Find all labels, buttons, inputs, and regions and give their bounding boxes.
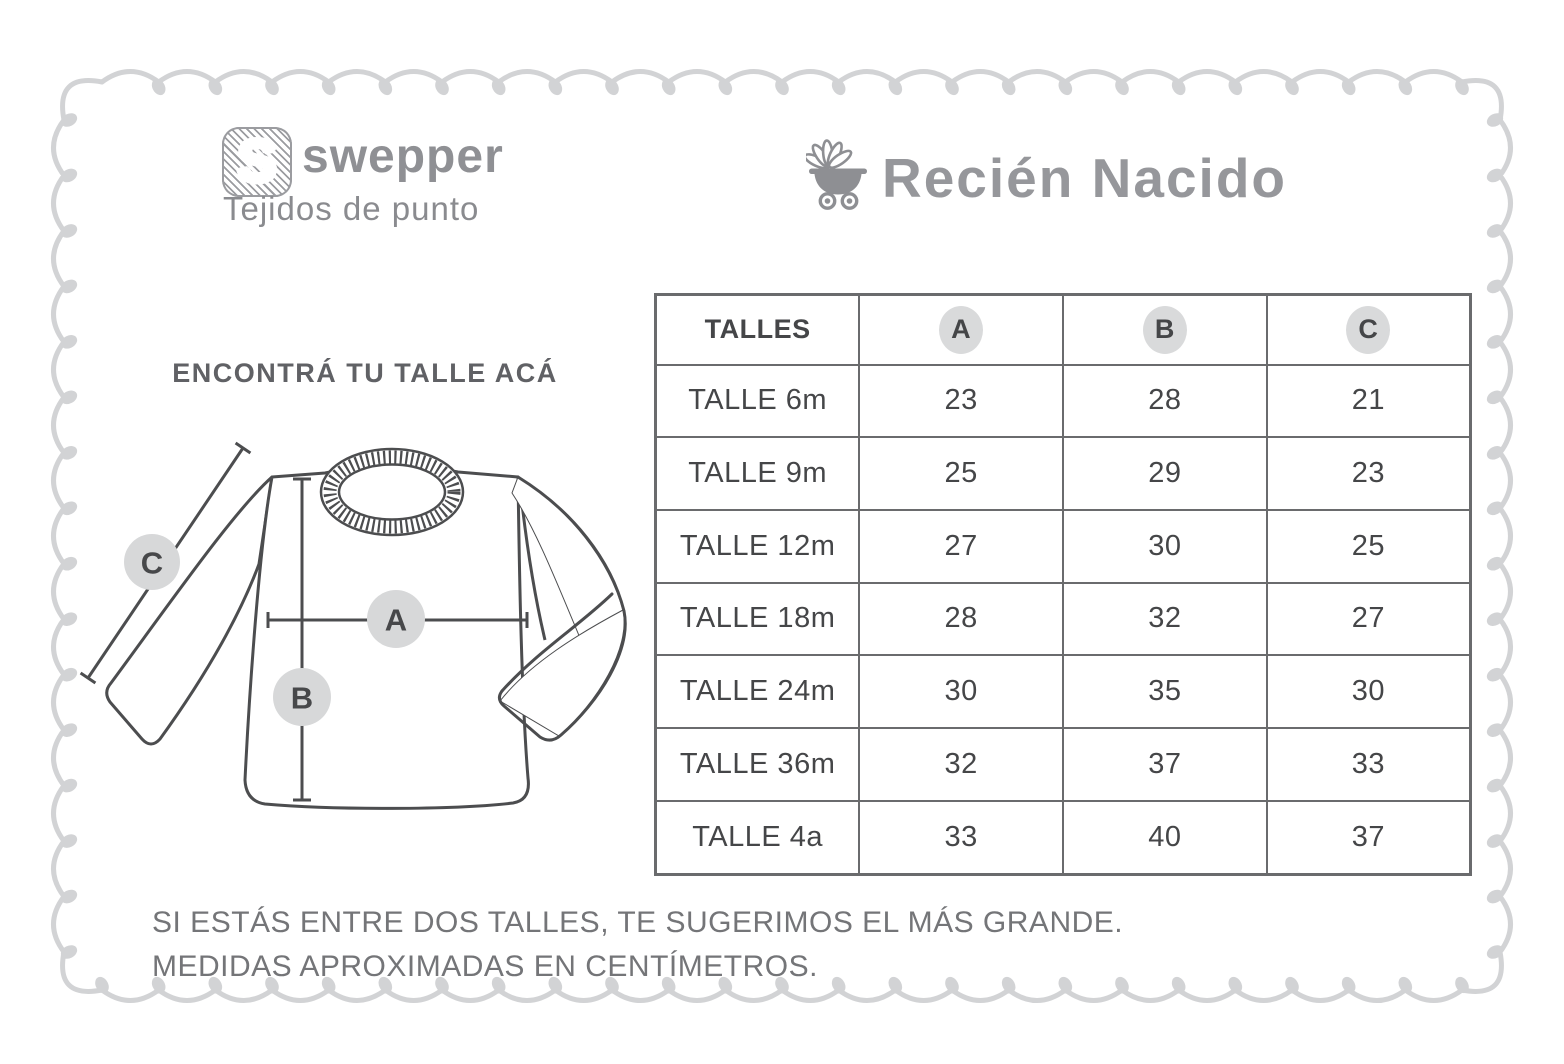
measure-label-b	[273, 668, 331, 726]
size-value: 35	[1063, 655, 1267, 728]
table-row	[656, 510, 1471, 583]
size-label: TALLE 24m	[656, 655, 860, 728]
size-value: 28	[1063, 365, 1267, 438]
svg-text:C: C	[140, 545, 164, 581]
footer-note-2: MEDIDAS APROXIMADAS EN CENTÍMETROS.	[152, 950, 818, 983]
col-header-a	[859, 295, 1063, 365]
size-value: 32	[859, 728, 1063, 801]
size-value: 30	[1063, 510, 1267, 583]
size-value: 37	[1063, 728, 1267, 801]
size-value: 33	[1267, 728, 1471, 801]
col-header-talles: TALLES	[656, 295, 860, 365]
size-label: TALLE 6m	[656, 365, 860, 438]
brand-tagline: Tejidos de punto	[223, 190, 480, 227]
size-value: 33	[859, 801, 1063, 875]
size-value: 30	[859, 655, 1063, 728]
size-value: 23	[859, 365, 1063, 438]
footer-note-1: SI ESTÁS ENTRE DOS TALLES, TE SUGERIMOS EL MÁS GRANDE.	[152, 906, 1124, 939]
svg-text:B: B	[290, 680, 314, 716]
page-title: Recién Nacido	[882, 147, 1288, 209]
col-c-badge: C	[1346, 306, 1390, 354]
size-value: 30	[1267, 655, 1471, 728]
size-value: 28	[859, 583, 1063, 656]
col-header-c	[1267, 295, 1471, 365]
col-header-b	[1063, 295, 1267, 365]
col-a-badge: A	[939, 306, 983, 354]
size-value: 21	[1267, 365, 1471, 438]
size-value: 27	[1267, 583, 1471, 656]
size-label: TALLE 4a	[656, 801, 860, 875]
sweater-diagram	[75, 398, 635, 830]
size-value: 25	[1267, 510, 1471, 583]
sweater-left-sleeve	[107, 477, 272, 744]
table-row	[656, 437, 1471, 510]
col-b-badge: B	[1143, 306, 1187, 354]
size-table	[654, 293, 1472, 876]
size-label: TALLE 12m	[656, 510, 860, 583]
size-label: TALLE 36m	[656, 728, 860, 801]
svg-text:A: A	[384, 602, 408, 638]
size-value: 32	[1063, 583, 1267, 656]
brand-name: swepper	[302, 130, 504, 183]
brand-logo	[222, 127, 292, 197]
size-value: 37	[1267, 801, 1471, 875]
measure-label-a	[367, 590, 425, 648]
size-value: 27	[859, 510, 1063, 583]
size-value: 25	[859, 437, 1063, 510]
size-value: 29	[1063, 437, 1267, 510]
table-row	[656, 365, 1471, 438]
size-label: TALLE 9m	[656, 437, 860, 510]
s-logo-icon: S	[237, 129, 277, 194]
measure-label-c	[124, 534, 180, 590]
size-label: TALLE 18m	[656, 583, 860, 656]
size-value: 40	[1063, 801, 1267, 875]
table-row	[656, 728, 1471, 801]
table-row	[656, 583, 1471, 656]
size-table-body	[656, 365, 1471, 875]
table-row	[656, 801, 1471, 875]
table-row	[656, 655, 1471, 728]
diagram-heading: ENCONTRÁ TU TALLE ACÁ	[172, 358, 558, 388]
size-value: 23	[1267, 437, 1471, 510]
stroller-icon	[806, 132, 870, 210]
table-header-row	[656, 295, 1471, 365]
